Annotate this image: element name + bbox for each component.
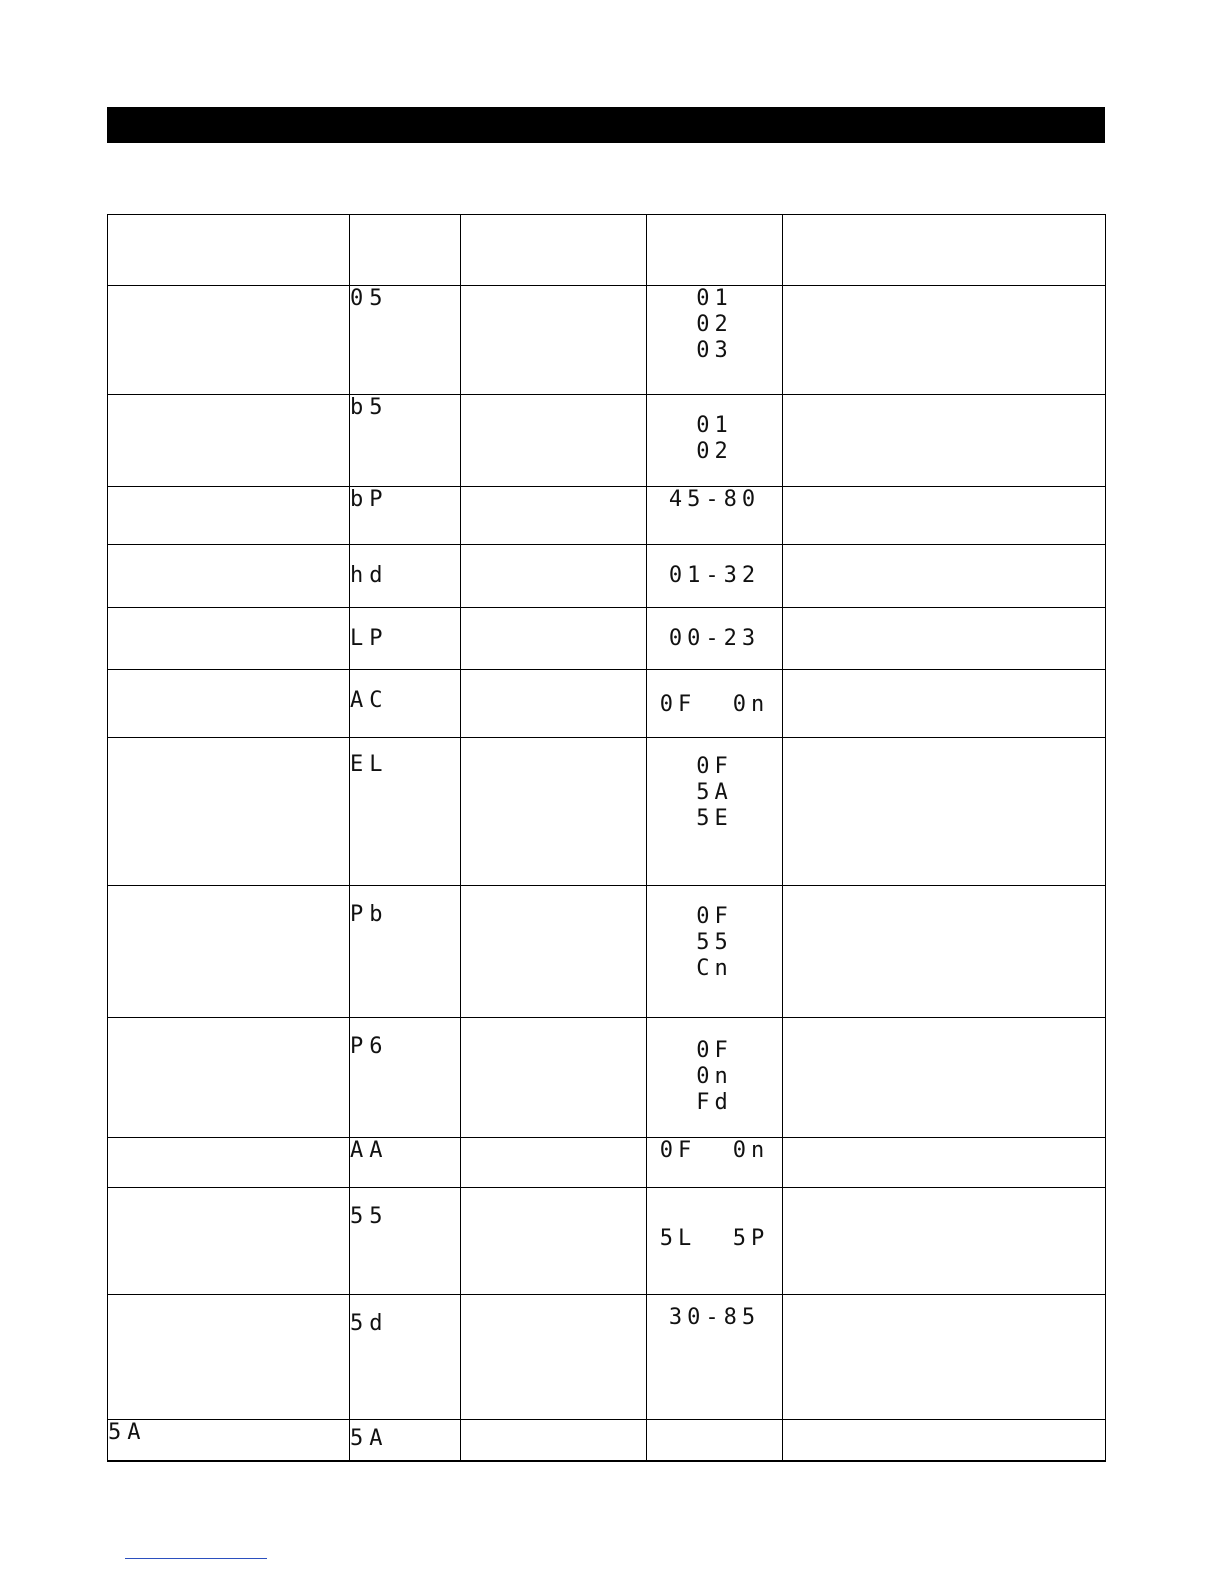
table-row — [108, 545, 1106, 608]
setting-options — [647, 487, 783, 545]
setting-options — [647, 608, 783, 670]
display-code: 55 — [350, 1188, 461, 1295]
header-cell — [647, 215, 783, 286]
display-code: Pb — [350, 886, 461, 1018]
option-value: 0F — [696, 1038, 733, 1063]
option-value: 55 — [696, 930, 733, 955]
table-row — [108, 738, 1106, 886]
table-row — [108, 1295, 1106, 1420]
row-label: 5A — [108, 1420, 350, 1461]
display-code: bP — [350, 487, 461, 545]
option-value: 30-85 — [668, 1305, 761, 1330]
header-cell — [461, 215, 647, 286]
option-value: 00-23 — [668, 626, 761, 651]
display-code: hd — [350, 545, 461, 608]
option-value: 0F — [696, 754, 733, 779]
option-value: 5A — [696, 780, 733, 805]
option-value: 01 — [696, 413, 733, 438]
display-code: AA — [350, 1138, 461, 1188]
display-code: EL — [350, 738, 461, 886]
option-value: 03 — [696, 338, 733, 363]
setting-options — [647, 545, 783, 608]
option-value: 02 — [696, 439, 733, 464]
table-row — [108, 1188, 1106, 1295]
footer-rule — [125, 1558, 267, 1559]
option-value: 5L 5P — [659, 1226, 770, 1251]
setting-options — [647, 286, 783, 395]
table-row — [108, 286, 1106, 395]
setting-options — [647, 395, 783, 487]
header-cell — [783, 215, 1106, 286]
table-row — [108, 608, 1106, 670]
table-row — [108, 1018, 1106, 1138]
setting-options — [647, 738, 783, 886]
display-code: P6 — [350, 1018, 461, 1138]
header-cell — [108, 215, 350, 286]
setting-options — [647, 886, 783, 1018]
table-row — [108, 395, 1106, 487]
table-row — [108, 1420, 1106, 1461]
display-code: b5 — [350, 395, 461, 487]
table-header-row — [108, 215, 1106, 286]
header-cell — [350, 215, 461, 286]
table-row — [108, 886, 1106, 1018]
option-value: 0F 0n — [659, 692, 770, 717]
display-code: LP — [350, 608, 461, 670]
table-row — [108, 487, 1106, 545]
setting-options — [647, 670, 783, 738]
option-value: 01-32 — [668, 563, 761, 588]
parameter-table — [107, 214, 1106, 1462]
option-value: 5E — [696, 806, 733, 831]
option-value: Cn — [696, 956, 733, 981]
setting-options — [647, 1295, 783, 1420]
option-value: 0n — [696, 1064, 733, 1089]
option-value: 45-80 — [668, 487, 761, 512]
setting-options — [647, 1188, 783, 1295]
setting-options — [647, 1018, 783, 1138]
table-row — [108, 670, 1106, 738]
display-code: 5A — [350, 1420, 461, 1461]
header-bar — [107, 107, 1105, 143]
display-code: AC — [350, 670, 461, 738]
option-value: 02 — [696, 312, 733, 337]
option-value: 0F — [696, 904, 733, 929]
option-value: 01 — [696, 286, 733, 311]
display-code: 5d — [350, 1295, 461, 1420]
setting-options — [647, 1138, 783, 1188]
option-value: 0F 0n — [659, 1138, 770, 1163]
option-value: Fd — [696, 1090, 733, 1115]
display-code: 05 — [350, 286, 461, 395]
table-row — [108, 1138, 1106, 1188]
